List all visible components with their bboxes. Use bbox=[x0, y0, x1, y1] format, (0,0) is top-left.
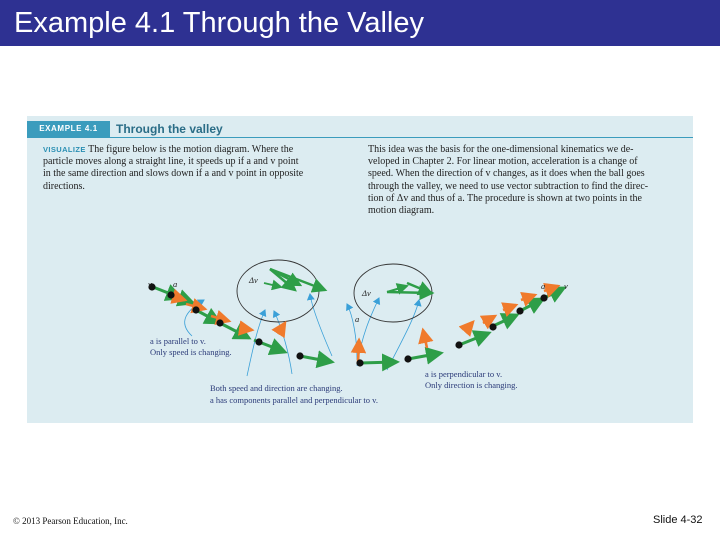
right-line-1: This idea was the basis for the one-dimensional kinematics we de- bbox=[368, 144, 634, 155]
right-line-2: veloped in Chapter 2. For linear motion, acceleration is a change of bbox=[368, 156, 638, 168]
delta-v-symbol-left: Δv bbox=[249, 275, 258, 285]
a-symbol-right: a bbox=[541, 281, 546, 291]
right-line-5: tion of Δv and thus of a. The procedure is shown at two points in the bbox=[368, 192, 642, 204]
delta-v-symbol-right: Δv bbox=[362, 288, 371, 298]
right-line-4: through the valley, we need to use vector subtraction to find the direc- bbox=[368, 180, 649, 192]
left-line-4: directions. bbox=[43, 180, 85, 192]
example-tag: EXAMPLE 4.1 bbox=[27, 121, 110, 137]
left-paragraph bbox=[43, 144, 303, 193]
v-symbol-right: v bbox=[564, 281, 568, 291]
right-paragraph bbox=[368, 144, 648, 217]
left-line-3: in the same direction and slows down if a and v point in opposite bbox=[43, 168, 304, 180]
parallel-label-line2: Only speed is changing. bbox=[150, 347, 232, 357]
title-bar bbox=[0, 0, 720, 46]
right-line-6: motion diagram. bbox=[368, 205, 435, 217]
example-heading: Through the valley bbox=[116, 122, 223, 136]
both-label-line1: Both speed and direction are changing. bbox=[210, 383, 343, 393]
motion-diagram bbox=[27, 238, 693, 418]
v-symbol-left: v bbox=[148, 279, 152, 289]
perpendicular-label-line1: a is perpendicular to v. bbox=[425, 369, 503, 379]
right-line-3: speed. When the direction of v changes, as it does when the ball goes bbox=[368, 168, 645, 180]
slide-number: Slide 4-32 bbox=[653, 514, 703, 526]
both-label-line2: a has components parallel and perpendicular to v. bbox=[210, 395, 378, 405]
parallel-label-line1: a is parallel to v. bbox=[150, 336, 206, 346]
vector-subtraction-circles bbox=[237, 260, 432, 322]
perpendicular-label-line2: Only direction is changing. bbox=[425, 380, 518, 390]
left-line-1: VISUALIZE The figure below is the motion diagram. Where the bbox=[43, 144, 294, 155]
copyright-notice: © 2013 Pearson Education, Inc. bbox=[13, 516, 128, 526]
a-symbol-left: a bbox=[173, 279, 178, 289]
visualize-label: VISUALIZE bbox=[43, 145, 86, 154]
a-symbol-center: a bbox=[355, 314, 360, 324]
diagram-labels bbox=[150, 336, 518, 405]
heading-divider bbox=[27, 137, 693, 138]
slide-title: Example 4.1 Through the Valley bbox=[14, 7, 425, 39]
left-line-2: particle moves along a straight line, it speeds up if a and v point bbox=[43, 156, 299, 168]
